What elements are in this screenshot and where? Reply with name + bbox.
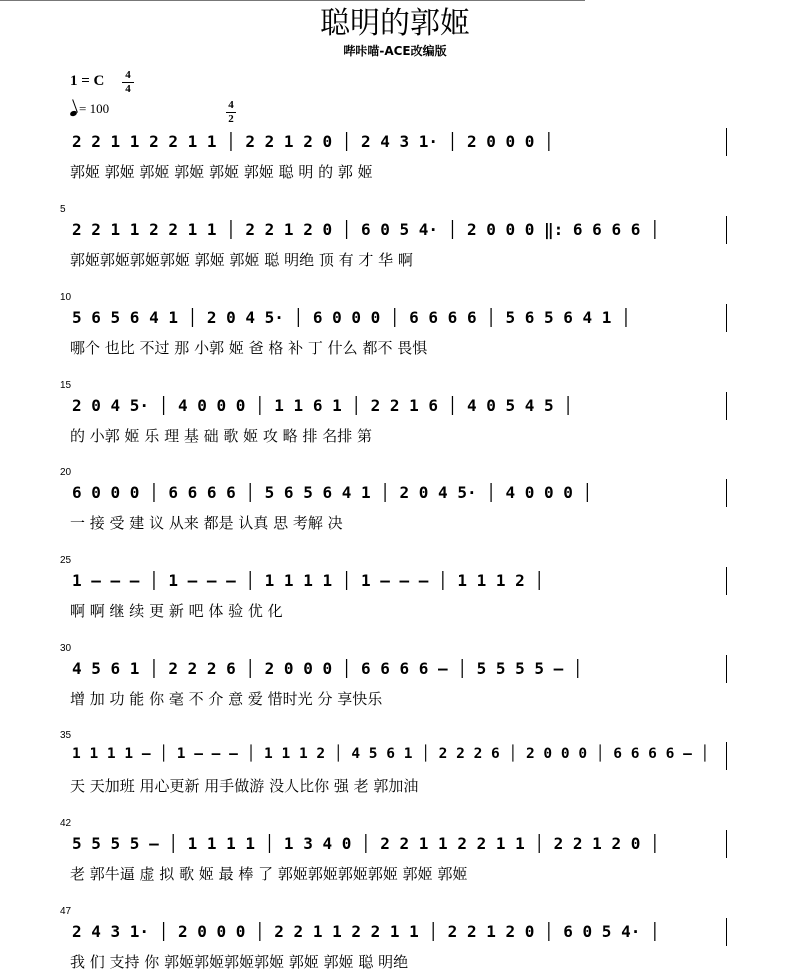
end-barline xyxy=(726,216,727,244)
notation-line: 1 – – – │ 1 – – – │ 1 1 1 1 │ 1 – – – │ 1 1 1 2 │ xyxy=(72,571,545,590)
measure-number: 10 xyxy=(60,292,72,303)
notation-line: 2 2 1 1 2 2 1 1 │ 2 2 1 2 0 │ 6 0 5 4· │ 2 0 0 0 ‖: 6 6 6 6 │ xyxy=(72,220,660,239)
quarter-note-icon xyxy=(69,110,77,117)
notation-line: 2 4 3 1· │ 2 0 0 0 │ 2 2 1 1 2 2 1 1 │ 2 2 1 2 0 │ 6 0 5 4· │ xyxy=(72,922,660,941)
lyric-line: 郭姬郭姬郭姬郭姬 郭姬 郭姬 聪 明绝 顶 有 才 华 啊 xyxy=(70,251,413,269)
notation-line: 4 5 6 1 │ 2 2 2 6 │ 2 0 0 0 │ 6 6 6 6 – │ 5 5 5 5 – │ xyxy=(72,659,583,678)
top-rule xyxy=(0,0,585,1)
end-barline xyxy=(726,655,727,683)
measure-number: 25 xyxy=(60,555,72,566)
lyric-line: 郭姬 郭姬 郭姬 郭姬 郭姬 郭姬 聪 明 的 郭 姬 xyxy=(70,163,373,181)
lyric-line: 的 小郭 姬 乐 理 基 础 歌 姬 攻 略 排 名排 第 xyxy=(70,427,372,445)
time-signature-change: 4 2 xyxy=(226,100,236,125)
notation-line: 2 0 4 5· │ 4 0 0 0 │ 1 1 6 1 │ 2 2 1 6 │ 4 0 5 4 5 │ xyxy=(72,396,573,415)
lyric-line: 一 接 受 建 议 从来 都是 认真 思 考解 决 xyxy=(70,514,343,532)
lyric-line: 天 天加班 用心更新 用手做游 没人比你 强 老 郭加油 xyxy=(70,777,419,795)
end-barline xyxy=(726,918,727,946)
lyric-line: 我 们 支持 你 郭姬郭姬郭姬郭姬 郭姬 郭姬 聪 明绝 xyxy=(70,953,409,971)
key-signature: 1 = C xyxy=(70,73,105,89)
time-signature: 4 4 xyxy=(122,70,134,95)
measure-number: 20 xyxy=(60,467,72,478)
lyric-line: 增 加 功 能 你 毫 不 介 意 爱 惜时光 分 享快乐 xyxy=(70,690,383,708)
notation-line: 6 0 0 0 │ 6 6 6 6 │ 5 6 5 6 4 1 │ 2 0 4 5· │ 4 0 0 0 │ xyxy=(72,483,593,502)
page-subtitle: 哔咔喵-ACE改编版 xyxy=(343,44,447,58)
tempo-marking: = 100 xyxy=(70,101,109,117)
end-barline xyxy=(726,567,727,595)
notation-line: 1 1 1 1 – │ 1 – – – │ 1 1 1 2 │ 4 5 6 1 │ 2 2 2 6 │ 2 0 0 0 │ 6 6 6 6 – │ xyxy=(72,746,710,762)
notation-line: 5 6 5 6 4 1 │ 2 0 4 5· │ 6 0 0 0 │ 6 6 6 6 │ 5 6 5 6 4 1 │ xyxy=(72,308,631,327)
end-barline xyxy=(726,392,727,420)
end-barline xyxy=(726,742,727,770)
measure-number: 47 xyxy=(60,906,72,917)
lyric-line: 啊 啊 继 续 更 新 吧 体 验 优 化 xyxy=(70,602,283,620)
lyric-line: 哪个 也比 不过 那 小郭 姬 爸 格 补 丁 什么 都不 畏惧 xyxy=(70,339,428,357)
notation-line: 2 2 1 1 2 2 1 1 │ 2 2 1 2 0 │ 2 4 3 1· │ 2 0 0 0 │ xyxy=(72,132,554,151)
measure-number: 35 xyxy=(60,730,72,741)
notation-line: 5 5 5 5 – │ 1 1 1 1 │ 1 3 4 0 │ 2 2 1 1 2 2 1 1 │ 2 2 1 2 0 │ xyxy=(72,834,660,853)
page-title: 聪明的郭姬 xyxy=(320,6,470,41)
measure-number: 15 xyxy=(60,380,72,391)
measure-number: 5 xyxy=(60,204,66,215)
lyric-line: 老 郭牛逼 虚 拟 歌 姬 最 棒 了 郭姬郭姬郭姬郭姬 郭姬 郭姬 xyxy=(70,865,468,883)
end-barline xyxy=(726,128,727,156)
end-barline xyxy=(726,830,727,858)
end-barline xyxy=(726,304,727,332)
measure-number: 42 xyxy=(60,818,72,829)
measure-number: 30 xyxy=(60,643,72,654)
end-barline xyxy=(726,479,727,507)
